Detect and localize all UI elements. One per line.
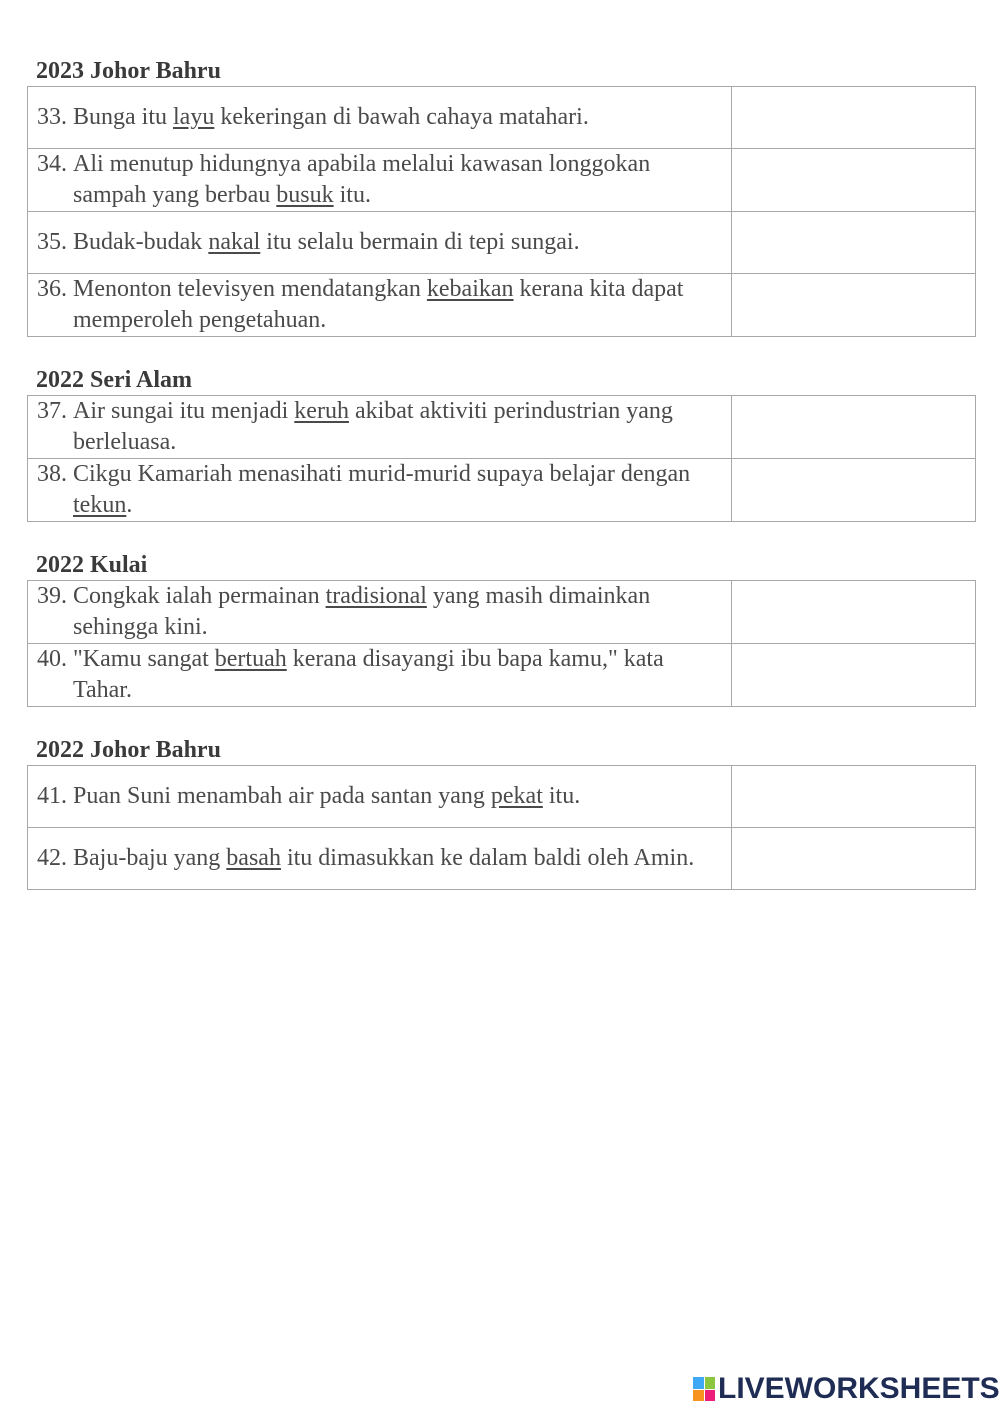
liveworksheets-logo-icon [693,1377,715,1401]
logo-square-tl [693,1377,704,1389]
section-2022-seri-alam [27,365,974,522]
question-number: 35. [37,229,67,255]
table-row [28,766,976,828]
question-text: Menonton televisyen mendatangkan kebaikan kerana kita dapat memperoleh pengetahuan. [73,276,684,333]
question-number: 34. [37,151,67,177]
question-text: Congkak ialah permainan tradisional yang masih dimainkan sehingga kini. [73,583,651,640]
question-number: 40. [37,646,67,672]
question-text: Bunga itu layu kekeringan di bawah cahaya matahari. [73,104,589,130]
logo-square-bl [693,1390,704,1402]
question-text: Ali menutup hidungnya apabila melalui kawasan longgokan sampah yang berbau busuk itu. [73,151,651,208]
table-row [28,459,976,522]
answer-cell-34[interactable] [732,149,976,212]
answer-cell-40[interactable] [732,644,976,707]
underlined-word: keruh [294,398,349,424]
section-title: 2023 Johor Bahru [36,58,221,84]
answer-cell-33[interactable] [732,87,976,149]
answer-cell-36[interactable] [732,274,976,337]
table-row [28,149,976,212]
underlined-word: bertuah [214,646,287,672]
question-text: Puan Suni menambah air pada santan yang pekat itu. [73,783,581,809]
question-text: "Kamu sangat bertuah kerana disayangi ibu bapa kamu," kata Tahar. [73,646,664,703]
section-title: 2022 Kulai [36,552,148,578]
question-number: 39. [37,583,67,609]
question-number: 36. [37,276,67,302]
question-number: 41. [37,783,67,809]
section-2022-johor-bahru [27,735,974,890]
question-number: 38. [37,461,67,487]
answer-cell-35[interactable] [732,212,976,274]
answer-cell-41[interactable] [732,766,976,828]
question-cell [28,87,732,149]
underlined-word: basah [226,845,281,871]
section-title: 2022 Johor Bahru [36,737,221,763]
question-number: 42. [37,845,67,871]
answer-cell-37[interactable] [732,396,976,459]
underlined-word: tekun [73,492,127,518]
question-table [27,86,976,337]
logo-square-br [705,1390,716,1402]
answer-cell-42[interactable] [732,828,976,890]
section-2022-kulai [27,550,974,707]
table-row [28,828,976,890]
underlined-word: pekat [490,783,543,809]
table-row [28,87,976,149]
table-row [28,396,976,459]
question-text: Cikgu Kamariah menasihati murid-murid supaya belajar dengan tekun. [73,461,691,518]
underlined-word: tradisional [325,583,427,609]
table-row [28,274,976,337]
underlined-word: layu [173,104,215,130]
question-cell [28,459,732,522]
question-table [27,395,976,522]
question-cell [28,212,732,274]
underlined-word: kebaikan [426,276,514,302]
question-cell [28,396,732,459]
answer-cell-38[interactable] [732,459,976,522]
question-text: Baju-baju yang basah itu dimasukkan ke dalam baldi oleh Amin. [73,845,695,871]
question-cell [28,766,732,828]
question-text: Budak-budak nakal itu selalu bermain di tepi sungai. [73,229,580,255]
worksheet [27,56,974,918]
question-number: 37. [37,398,67,424]
section-title: 2022 Seri Alam [36,367,192,393]
underlined-word: busuk [276,182,334,208]
logo-text: LIVEWORKSHEETS [718,1372,1000,1405]
section-2023-johor-bahru [27,56,974,337]
question-text: Air sungai itu menjadi keruh akibat aktiviti perindustrian yang berleluasa. [73,398,673,455]
liveworksheets-logo[interactable] [693,1374,1000,1404]
answer-cell-39[interactable] [732,581,976,644]
question-cell [28,274,732,337]
table-row [28,644,976,707]
table-row [28,581,976,644]
question-cell [28,581,732,644]
question-cell [28,828,732,890]
table-row [28,212,976,274]
underlined-word: nakal [208,229,261,255]
logo-square-tr [705,1377,716,1389]
question-number: 33. [37,104,67,130]
question-table [27,765,976,890]
question-table [27,580,976,707]
question-cell [28,149,732,212]
question-cell [28,644,732,707]
